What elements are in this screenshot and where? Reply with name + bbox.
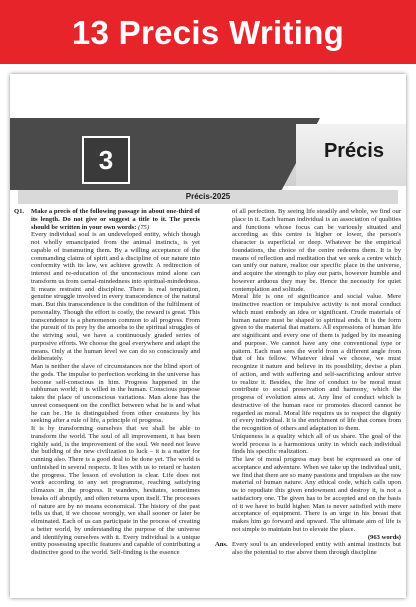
word-count: (963 words) bbox=[367, 533, 401, 541]
passage-paragraph: Uniqueness is a quality which all of us share. The goal of the world process is a harmonious unity in which each individual finds his specific realization. bbox=[232, 432, 401, 456]
question-number: Q1. bbox=[14, 208, 25, 215]
passage-paragraph: Man is neither the slave of circumstances nor the blind sport of the gods. The impulse to perfection working in the universe has become self-conscious in him. Progress happened in the subhuman world; it is willed in the human. Conscious purpose takes the place of unconscious variations. Man alone has the unrest consequent on the conflict between what he is and what he can be. He is distinguished from other creatures by his seeking after a rule of life, a principle of progress. bbox=[31, 363, 200, 425]
passage-paragraph: It is by transforming ourselves that we shall be able to transform the world. The soul of all improvement, it has been rightly said, is the improvement of the soul. We need not leave the building of the new civilization to luck – it is a matter for cunning also. There is a good deal to be done yet. The world is unfinished in several respects. It lies with us to retard or hasten the progress. The lesson of evolution is clear. Life does not work according to any set programme, reaching satisfying climaxes in the progress. It wanders, hesitates, sometimes breaks off abruptly, and often returns upon itself. The processes of nature are by no means economical. The history of the past tells us that, if we choose wrongly, we shall sooner or later be eliminated. Each of us can participate in the process of creating a better world, by understanding the purpose of the universe and identifying ourselves with it. Every individual is a unique entity possessing specific features and capable of contributing a distinctive good to the world. Self-finding is the essence bbox=[31, 425, 200, 556]
section-heading: Précis-2025 bbox=[18, 190, 398, 204]
passage-paragraph: The law of moral progress may best be expressed as one of acceptance and adventure. When we take up the individual unit, we find that there are so many passions and impulses as the raw material of human nature. Any ethical code, which calls upon us to repudiate this given endowment and destroy it, is not a satisfactory one. The given has to be accepted and on the basis of it we have to build higher. Man is never satisfied with mere acceptance of equipment. There is an urge in his breast that makes him go forward and upward. The ultimate aim of life is not simple to maintain but to elevate the place. bbox=[232, 456, 401, 533]
banner-title: 13 Precis Writing bbox=[71, 14, 345, 51]
header-banner bbox=[0, 0, 416, 64]
chapter-title: Précis bbox=[323, 140, 384, 162]
question-body bbox=[31, 208, 200, 557]
question-row bbox=[14, 208, 200, 557]
question-heading: Make a precis of the following passage in about one-third of its length. Do not give or suggest a title to it. The precis should be written in your own words: bbox=[31, 208, 200, 231]
right-passage bbox=[215, 208, 401, 541]
chapter-bar-dark-band bbox=[10, 118, 320, 190]
passage-paragraph: Every individual soul is an undeveloped entity, which though not wholly emancipated from the animal instincts, is yet capable of transmuting them. By a willing acceptance of the commanding claims of spirit and a discipline of our nature into conformity with its law, we achieve growth: A redirection of interest and re-education of the unconscious mind alone can transform us from carnal-mindedness into spiritual-mindedness. It means restraint and discipline. There is real temptation, genuine struggle involved in every transcendence of the natural man. But this transcendence is the condition of the fulfilment of personality. Though the effort is costly, the reward is great. This transcendence is a phenomenon common to all progress. From the pursuit of its prey by the amoeba to the spiritual struggles of the striving soul, we have a continuously graded series of purposive efforts. We choose the goal everywhere and adapt the means. Only at the human level we can do so consciously and deliberately. bbox=[31, 231, 200, 363]
answer-label: Ans. bbox=[215, 541, 228, 549]
book-page bbox=[10, 74, 406, 598]
answer-text: Every soul is an undeveloped entity with animal instincts but also the potential to rise above them through discipline bbox=[232, 541, 401, 556]
chapter-number: 3 bbox=[98, 144, 114, 175]
right-column bbox=[215, 208, 401, 557]
passage-paragraph: of all perfection. By seeing life steadily and whole, we find our place in it. Each human individual is an association of qualities and functions whose focus can be variously situated and according as this centre is higher or lower, the person's character is superficial or deep. Whatever be the empirical foundations, the choice of the centre redeems them. It is by means of reflection and meditation that we seek a centre which can unify our nature, realize our specific place in the universe, and acquire the strength to play our parts, however humble and however arduous they may be. Hence the necessity for quiet contemplation and solitude. bbox=[232, 208, 401, 293]
passage-paragraph: Moral life is one of significance and social value. Mere instinctive reaction or impulsive activity is not moral conduct which must embody an idea or significant. Crude materials of human nature must be shaped to spiritual ends. It is the form given to the material that matters. All expressions of human life are significant and every one of them is judged by its meaning and purpose. We cannot have any one conventional type or pattern. Each man sees the world from a different angle from that of his fellow. Whatever ideal we choose, we must recognize it nature and believe in its possibility, devise a plan of action, and with suffering and self-sacrificing ardour strive to realize it. Besides, the line of conduct to be moral must contribute to social preservation and harmony, which the progress of evolution aims at. Any line of conduct which is destructive of the human race or promotes discord cannot be regarded as moral. Moral life requires us to respect the dignity of every individual. It is the enrichment of life that comes from the recognition of others and adaptation to them. bbox=[232, 293, 401, 432]
left-column bbox=[14, 208, 200, 557]
answer-row bbox=[215, 541, 401, 557]
question-marks: (75) bbox=[138, 223, 150, 231]
chapter-number-box bbox=[82, 136, 130, 184]
